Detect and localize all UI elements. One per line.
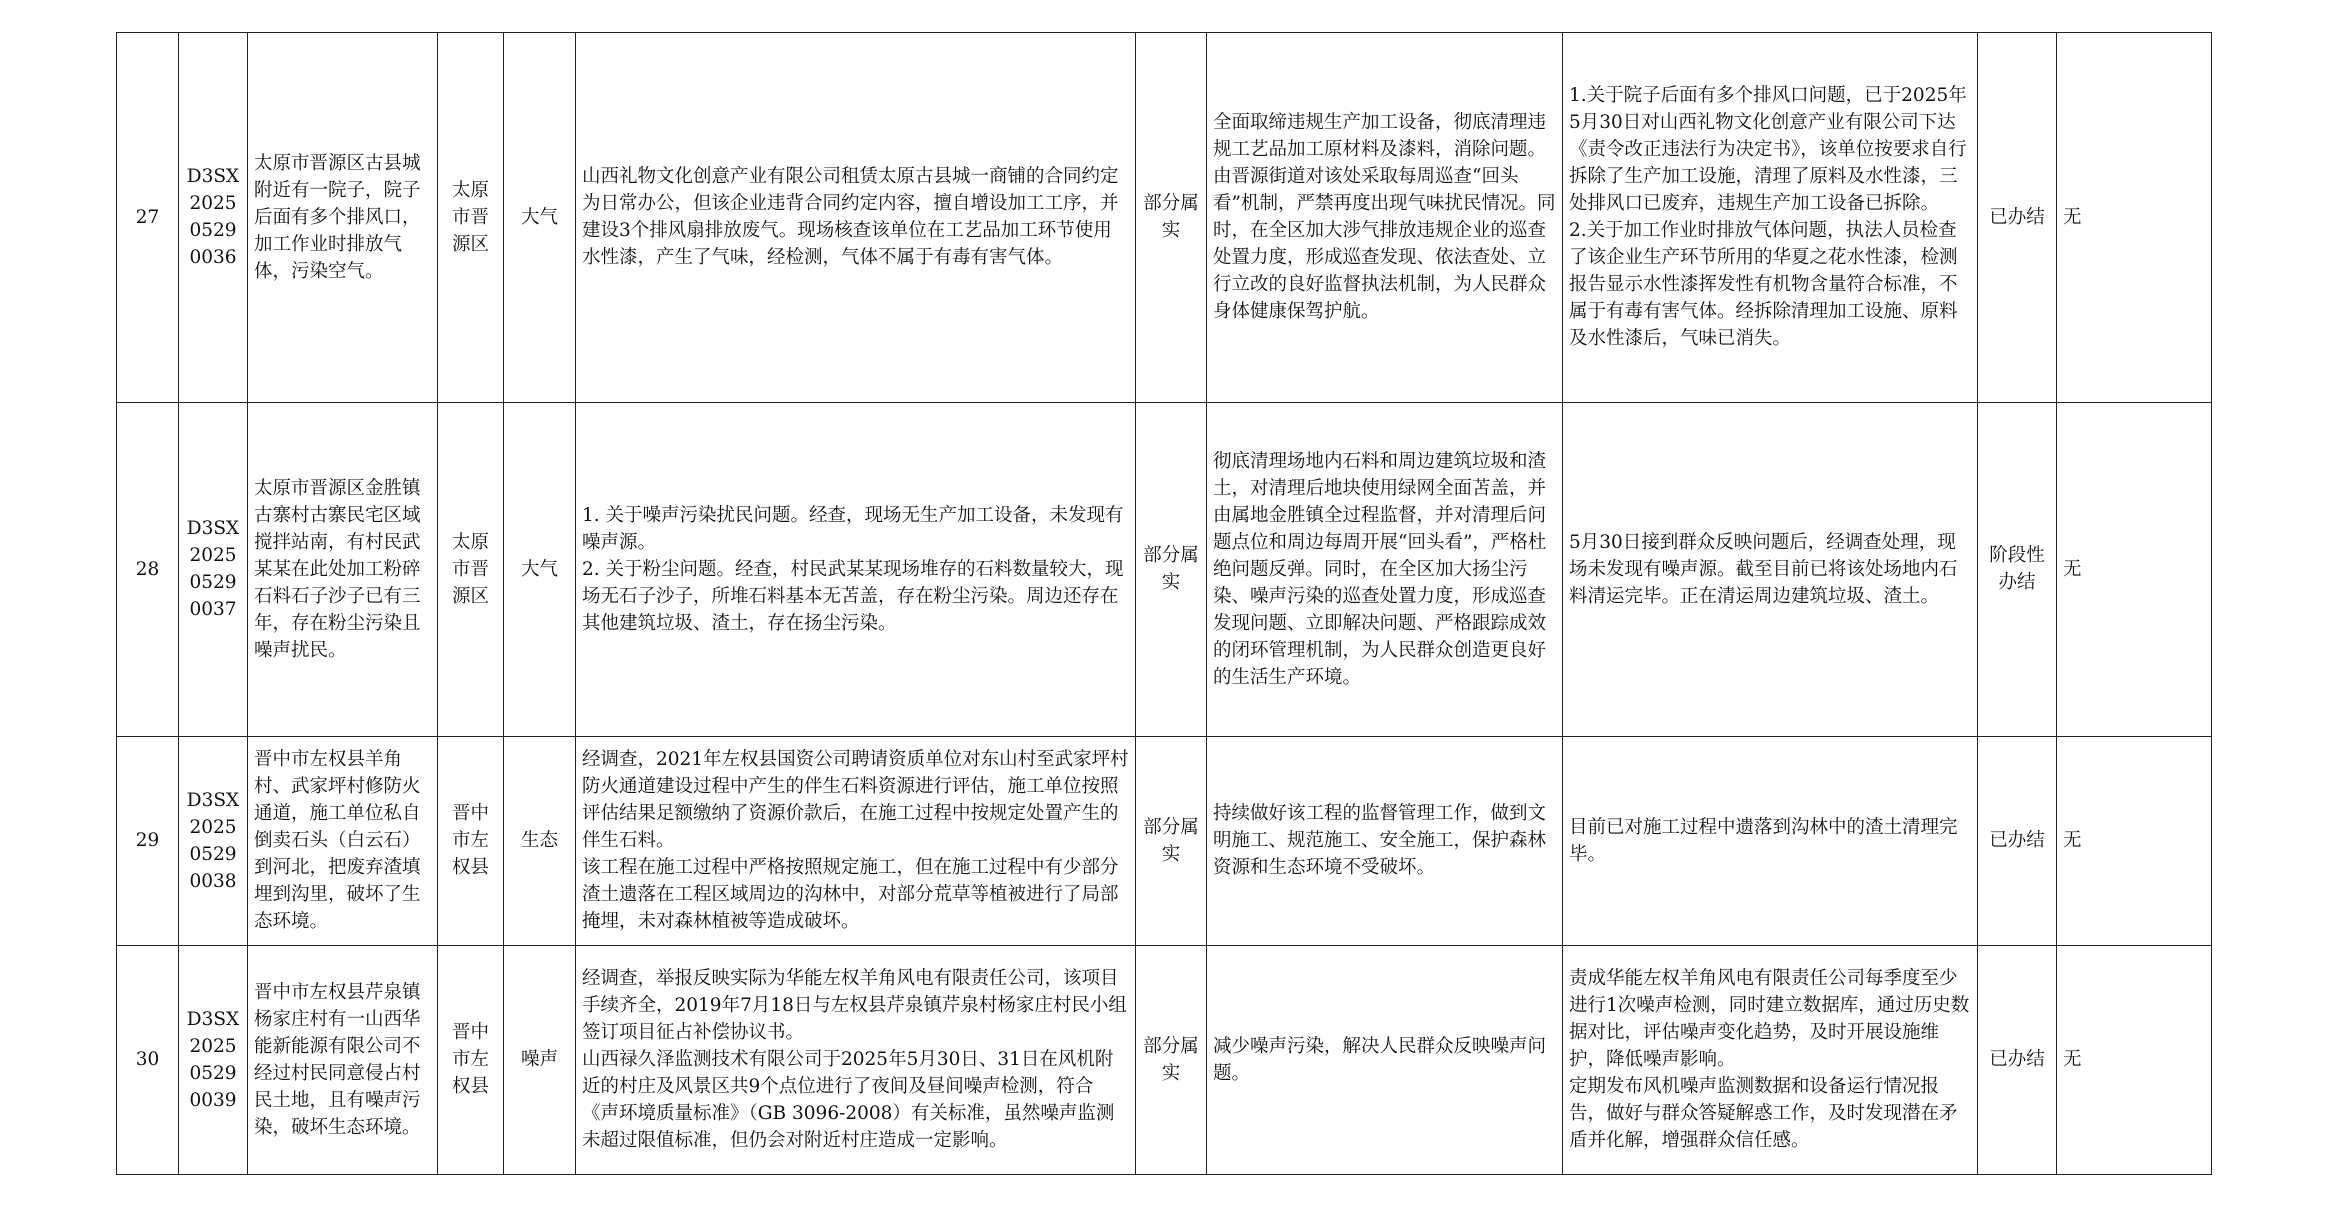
investigation-result — [576, 737, 1136, 946]
progress-paragraph: 1.关于院子后面有多个排风口问题，已于2025年5月30日对山西礼物文化创意产业有限公司下达《责令改正违法行为决定书》，该单位按要求自行拆除了生产加工设施，清理了原料及水性漆，三处排风口已废弃，违规生产加工设备已拆除。 — [1569, 85, 1967, 214]
table-row — [117, 403, 2212, 737]
status: 阶段性办结 — [1978, 403, 2057, 737]
investigation-paragraph: 该工程在施工过程中严格按照规定施工，但在施工过程中有少部分渣土遗落在工程区域周边的沟林中，对部分荒草等植被进行了局部掩埋，未对森林植被等造成破坏。 — [582, 857, 1119, 932]
pollution-type: 生态 — [504, 737, 576, 946]
pollution-type: 噪声 — [504, 946, 576, 1175]
investigation-result — [576, 403, 1136, 737]
rectification-goal: 减少噪声污染，解决人民群众反映噪声问题。 — [1207, 946, 1563, 1175]
progress-paragraph: 目前已对施工过程中遗落到沟林中的渣土清理完毕。 — [1569, 816, 1958, 865]
rectification-goal: 全面取缔违规生产加工设备，彻底清理违规工艺品加工原材料及漆料，消除问题。由晋源街道对该处采取每周巡查“回头看”机制，严禁再度出现气味扰民情况。同时，在全区加大涉气排放违规企业的巡查处置力度，形成巡查发现、依法查处、立行立改的良好监督执法机制，为人民群众身体健康保驾护航。 — [1207, 33, 1563, 403]
case-code: D3SX202505290037 — [179, 403, 248, 737]
table-row — [117, 737, 2212, 946]
investigation-paragraph: 经调查，举报反映实际为华能左权羊角风电有限责任公司，该项目手续齐全，2019年7月18日与左权县芹泉镇芹泉村杨家庄村民小组签订项目征占补偿协议书。 — [582, 968, 1127, 1043]
accountability: 无 — [2057, 946, 2212, 1175]
verdict: 部分属实 — [1136, 737, 1207, 946]
complaint-table — [116, 32, 2212, 1175]
status: 已办结 — [1978, 737, 2057, 946]
investigation-paragraph: 2. 关于粉尘问题。经查，村民武某某现场堆存的石料数量较大，现场无石子沙子，所堆石料基本无苫盖，存在粉尘污染。周边还存在其他建筑垃圾、渣土，存在扬尘污染。 — [582, 558, 1124, 634]
rectification-progress — [1563, 33, 1978, 403]
accountability: 无 — [2057, 33, 2212, 403]
verdict: 部分属实 — [1136, 946, 1207, 1175]
row-number: 27 — [117, 33, 179, 403]
table-row — [117, 33, 2212, 403]
district: 晋中市左权县 — [438, 946, 504, 1175]
pollution-type: 大气 — [504, 33, 576, 403]
complaint-content: 太原市晋源区金胜镇古寨村古寨民宅区域搅拌站南，有村民武某某在此处加工粉碎石料石子沙子已有三年，存在粉尘污染且噪声扰民。 — [248, 403, 438, 737]
accountability: 无 — [2057, 737, 2212, 946]
investigation-paragraph: 1. 关于噪声污染扰民问题。经查，现场无生产加工设备，未发现有噪声源。 — [582, 504, 1124, 553]
case-code: D3SX202505290038 — [179, 737, 248, 946]
case-code: D3SX202505290039 — [179, 946, 248, 1175]
investigation-result: 山西礼物文化创意产业有限公司租赁太原古县城一商铺的合同约定为日常办公，但该企业违背合同约定内容，擅自增设加工工序，并建设3个排风扇排放废气。现场核查该单位在工艺品加工环节使用水性漆，产生了气味，经检测，气体不属于有毒有害气体。 — [576, 33, 1136, 403]
rectification-goal: 持续做好该工程的监督管理工作，做到文明施工、规范施工、安全施工，保护森林资源和生态环境不受破坏。 — [1207, 737, 1563, 946]
progress-paragraph: 定期发布风机噪声监测数据和设备运行情况报告，做好与群众答疑解惑工作，及时发现潜在矛盾并化解，增强群众信任感。 — [1569, 1076, 1958, 1151]
table-row — [117, 946, 2212, 1175]
row-number: 28 — [117, 403, 179, 737]
verdict: 部分属实 — [1136, 33, 1207, 403]
investigation-result — [576, 946, 1136, 1175]
rectification-progress — [1563, 737, 1978, 946]
progress-paragraph: 责成华能左权羊角风电有限责任公司每季度至少进行1次噪声检测，同时建立数据库，通过历史数据对比，评估噪声变化趋势，及时开展设施维护，降低噪声影响。 — [1569, 968, 1970, 1070]
case-code: D3SX202505290036 — [179, 33, 248, 403]
pollution-type: 大气 — [504, 403, 576, 737]
row-number: 30 — [117, 946, 179, 1175]
investigation-paragraph: 经调查，2021年左权县国资公司聘请资质单位对东山村至武家坪村防火通道建设过程中产生的伴生石料资源进行评估，施工单位按照评估结果足额缴纳了资源价款后，在施工过程中按规定处置产生的伴生石料。 — [582, 749, 1129, 851]
verdict: 部分属实 — [1136, 403, 1207, 737]
rectification-goal: 彻底清理场地内石料和周边建筑垃圾和渣土，对清理后地块使用绿网全面苫盖，并由属地金胜镇全过程监督，并对清理后问题点位和周边每周开展“回头看”，严格杜绝问题反弹。同时，在全区加大扬尘污染、噪声污染的巡查处置力度，形成巡查发现问题、立即解决问题、严格跟踪成效的闭环管理机制，为人民群众创造更良好的生活生产环境。 — [1207, 403, 1563, 737]
complaint-content: 太原市晋源区古县城附近有一院子，院子后面有多个排风口，加工作业时排放气体，污染空气。 — [248, 33, 438, 403]
progress-paragraph: 5月30日接到群众反映问题后，经调查处理，现场未发现有噪声源。截至目前已将该处场地内石料清运完毕。正在清运周边建筑垃圾、渣土。 — [1569, 531, 1958, 607]
complaint-content: 晋中市左权县羊角村、武家坪村修防火通道，施工单位私自倒卖石头（白云石）到河北，把废弃渣填埋到沟里，破坏了生态环境。 — [248, 737, 438, 946]
progress-paragraph: 2.关于加工作业时排放气体问题，执法人员检查了该企业生产环节所用的华夏之花水性漆，检测报告显示水性漆挥发性有机物含量符合标准，不属于有毒有害气体。经拆除清理加工设施、原料及水性漆后，气味已消失。 — [1569, 220, 1958, 349]
district: 太原市晋源区 — [438, 403, 504, 737]
status: 已办结 — [1978, 33, 2057, 403]
accountability: 无 — [2057, 403, 2212, 737]
complaint-content: 晋中市左权县芹泉镇杨家庄村有一山西华能新能源有限公司不经过村民同意侵占村民土地，且有噪声污染，破坏生态环境。 — [248, 946, 438, 1175]
district: 晋中市左权县 — [438, 737, 504, 946]
district: 太原市晋源区 — [438, 33, 504, 403]
status: 已办结 — [1978, 946, 2057, 1175]
investigation-paragraph: 山西禄久泽监测技术有限公司于2025年5月30日、31日在风机附近的村庄及风景区共9个点位进行了夜间及昼间噪声检测，符合《声环境质量标准》（GB 3096-2008）有关标准，虽然噪声监测未超过限值标准，但仍会对附近村庄造成一定影响。 — [582, 1049, 1115, 1151]
rectification-progress — [1563, 403, 1978, 737]
rectification-progress — [1563, 946, 1978, 1175]
row-number: 29 — [117, 737, 179, 946]
